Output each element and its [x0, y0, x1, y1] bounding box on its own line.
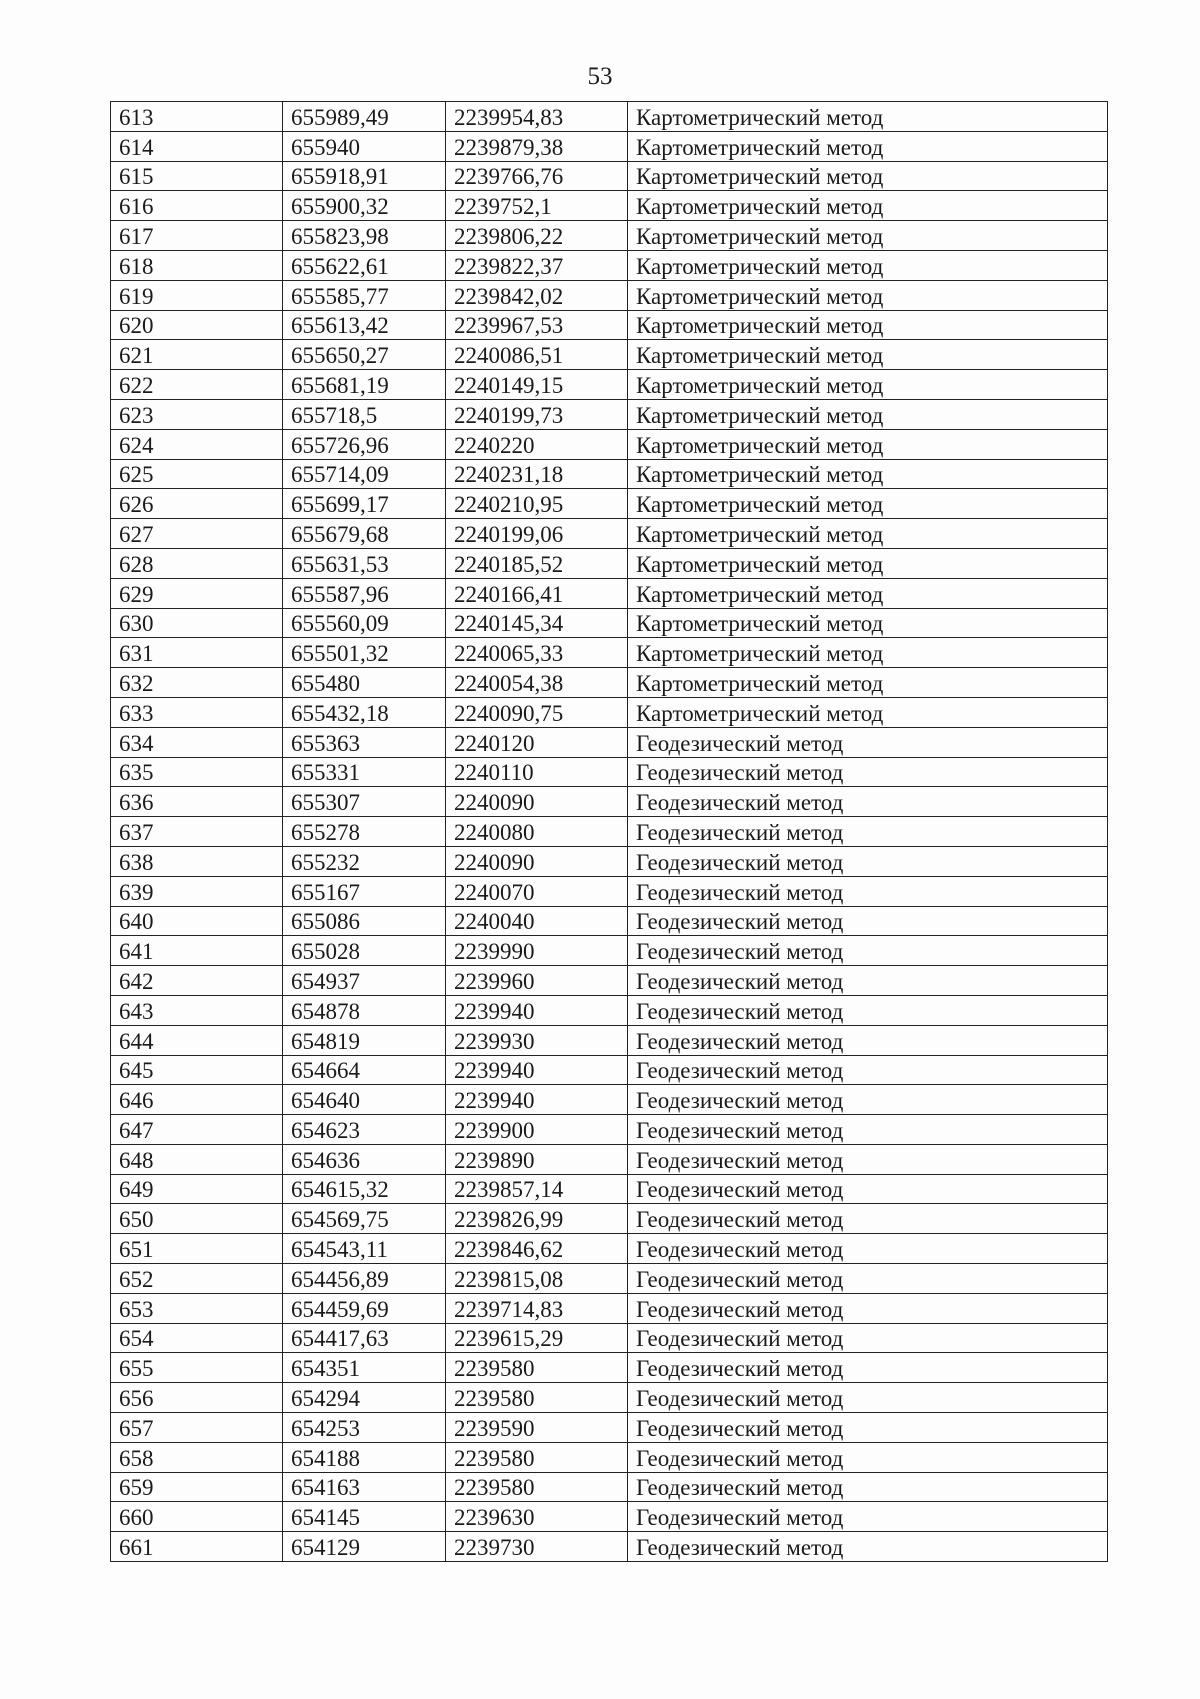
y-coordinate-cell: 2240090,75 [446, 697, 628, 727]
x-coordinate-cell: 655307 [283, 787, 446, 817]
method-cell: Геодезический метод [628, 995, 1108, 1025]
x-coordinate-cell: 655501,32 [283, 638, 446, 668]
x-coordinate-cell: 655028 [283, 936, 446, 966]
y-coordinate-cell: 2239990 [446, 936, 628, 966]
table-row [111, 1204, 1108, 1234]
table-row [111, 668, 1108, 698]
x-coordinate-cell: 654253 [283, 1413, 446, 1443]
table-row [111, 697, 1108, 727]
x-coordinate-cell: 655585,77 [283, 280, 446, 310]
point-number-cell: 645 [111, 1055, 283, 1085]
point-number-cell: 641 [111, 936, 283, 966]
y-coordinate-cell: 2240166,41 [446, 578, 628, 608]
table-row [111, 1085, 1108, 1115]
point-number-cell: 620 [111, 310, 283, 340]
point-number-cell: 638 [111, 846, 283, 876]
y-coordinate-cell: 2239890 [446, 1144, 628, 1174]
table-row [111, 787, 1108, 817]
method-cell: Картометрический метод [628, 161, 1108, 191]
y-coordinate-cell: 2240231,18 [446, 459, 628, 489]
x-coordinate-cell: 655331 [283, 757, 446, 787]
y-coordinate-cell: 2239806,22 [446, 221, 628, 251]
method-cell: Картометрический метод [628, 668, 1108, 698]
y-coordinate-cell: 2239714,83 [446, 1293, 628, 1323]
y-coordinate-cell: 2239842,02 [446, 280, 628, 310]
y-coordinate-cell: 2239615,29 [446, 1323, 628, 1353]
table-row [111, 608, 1108, 638]
y-coordinate-cell: 2239857,14 [446, 1174, 628, 1204]
x-coordinate-cell: 655900,32 [283, 191, 446, 221]
point-number-cell: 623 [111, 399, 283, 429]
table-row [111, 846, 1108, 876]
point-number-cell: 657 [111, 1413, 283, 1443]
point-number-cell: 635 [111, 757, 283, 787]
x-coordinate-cell: 655086 [283, 906, 446, 936]
table-row [111, 578, 1108, 608]
coordinates-table-body [111, 102, 1108, 1562]
table-row [111, 995, 1108, 1025]
y-coordinate-cell: 2239580 [446, 1472, 628, 1502]
method-cell: Картометрический метод [628, 280, 1108, 310]
table-row [111, 1532, 1108, 1562]
x-coordinate-cell: 654640 [283, 1085, 446, 1115]
y-coordinate-cell: 2239822,37 [446, 250, 628, 280]
table-row [111, 1025, 1108, 1055]
method-cell: Геодезический метод [628, 1293, 1108, 1323]
table-row [111, 310, 1108, 340]
x-coordinate-cell: 655718,5 [283, 399, 446, 429]
method-cell: Картометрический метод [628, 459, 1108, 489]
y-coordinate-cell: 2240070 [446, 876, 628, 906]
y-coordinate-cell: 2239954,83 [446, 102, 628, 132]
point-number-cell: 614 [111, 131, 283, 161]
y-coordinate-cell: 2239940 [446, 1085, 628, 1115]
method-cell: Картометрический метод [628, 250, 1108, 280]
table-row [111, 429, 1108, 459]
y-coordinate-cell: 2239846,62 [446, 1234, 628, 1264]
table-row [111, 1353, 1108, 1383]
x-coordinate-cell: 655631,53 [283, 548, 446, 578]
table-row [111, 936, 1108, 966]
method-cell: Геодезический метод [628, 757, 1108, 787]
y-coordinate-cell: 2239580 [446, 1383, 628, 1413]
y-coordinate-cell: 2239900 [446, 1115, 628, 1145]
method-cell: Геодезический метод [628, 1323, 1108, 1353]
y-coordinate-cell: 2240210,95 [446, 489, 628, 519]
method-cell: Геодезический метод [628, 1144, 1108, 1174]
y-coordinate-cell: 2240040 [446, 906, 628, 936]
x-coordinate-cell: 655480 [283, 668, 446, 698]
y-coordinate-cell: 2239826,99 [446, 1204, 628, 1234]
y-coordinate-cell: 2240080 [446, 817, 628, 847]
table-row [111, 340, 1108, 370]
y-coordinate-cell: 2240149,15 [446, 370, 628, 400]
table-row [111, 102, 1108, 132]
point-number-cell: 632 [111, 668, 283, 698]
x-coordinate-cell: 655714,09 [283, 459, 446, 489]
point-number-cell: 625 [111, 459, 283, 489]
method-cell: Картометрический метод [628, 638, 1108, 668]
point-number-cell: 656 [111, 1383, 283, 1413]
x-coordinate-cell: 655622,61 [283, 250, 446, 280]
method-cell: Картометрический метод [628, 608, 1108, 638]
y-coordinate-cell: 2239630 [446, 1502, 628, 1532]
table-row [111, 519, 1108, 549]
point-number-cell: 619 [111, 280, 283, 310]
table-row [111, 221, 1108, 251]
table-row [111, 1293, 1108, 1323]
method-cell: Геодезический метод [628, 1442, 1108, 1472]
y-coordinate-cell: 2240185,52 [446, 548, 628, 578]
method-cell: Картометрический метод [628, 370, 1108, 400]
point-number-cell: 618 [111, 250, 283, 280]
table-row [111, 1234, 1108, 1264]
point-number-cell: 660 [111, 1502, 283, 1532]
coordinates-table [110, 101, 1108, 1562]
table-row [111, 1502, 1108, 1532]
y-coordinate-cell: 2240086,51 [446, 340, 628, 370]
method-cell: Картометрический метод [628, 519, 1108, 549]
method-cell: Геодезический метод [628, 1353, 1108, 1383]
point-number-cell: 658 [111, 1442, 283, 1472]
table-row [111, 1264, 1108, 1294]
table-row [111, 1323, 1108, 1353]
point-number-cell: 629 [111, 578, 283, 608]
table-row [111, 1413, 1108, 1443]
method-cell: Геодезический метод [628, 1204, 1108, 1234]
x-coordinate-cell: 655823,98 [283, 221, 446, 251]
table-row [111, 370, 1108, 400]
point-number-cell: 639 [111, 876, 283, 906]
point-number-cell: 650 [111, 1204, 283, 1234]
method-cell: Геодезический метод [628, 1472, 1108, 1502]
x-coordinate-cell: 654456,89 [283, 1264, 446, 1294]
method-cell: Геодезический метод [628, 1413, 1108, 1443]
point-number-cell: 653 [111, 1293, 283, 1323]
y-coordinate-cell: 2239940 [446, 1055, 628, 1085]
method-cell: Геодезический метод [628, 1234, 1108, 1264]
table-row [111, 757, 1108, 787]
method-cell: Геодезический метод [628, 1085, 1108, 1115]
y-coordinate-cell: 2239580 [446, 1353, 628, 1383]
table-row [111, 548, 1108, 578]
x-coordinate-cell: 654351 [283, 1353, 446, 1383]
method-cell: Геодезический метод [628, 1115, 1108, 1145]
method-cell: Картометрический метод [628, 221, 1108, 251]
table-row [111, 638, 1108, 668]
y-coordinate-cell: 2240145,34 [446, 608, 628, 638]
point-number-cell: 648 [111, 1144, 283, 1174]
table-row [111, 161, 1108, 191]
y-coordinate-cell: 2240090 [446, 787, 628, 817]
point-number-cell: 634 [111, 727, 283, 757]
point-number-cell: 621 [111, 340, 283, 370]
method-cell: Картометрический метод [628, 399, 1108, 429]
method-cell: Геодезический метод [628, 1264, 1108, 1294]
point-number-cell: 627 [111, 519, 283, 549]
table-row [111, 191, 1108, 221]
method-cell: Геодезический метод [628, 1502, 1108, 1532]
x-coordinate-cell: 654569,75 [283, 1204, 446, 1234]
point-number-cell: 655 [111, 1353, 283, 1383]
y-coordinate-cell: 2239967,53 [446, 310, 628, 340]
method-cell: Картометрический метод [628, 191, 1108, 221]
y-coordinate-cell: 2240220 [446, 429, 628, 459]
x-coordinate-cell: 655679,68 [283, 519, 446, 549]
y-coordinate-cell: 2239879,38 [446, 131, 628, 161]
table-row [111, 250, 1108, 280]
y-coordinate-cell: 2239752,1 [446, 191, 628, 221]
x-coordinate-cell: 655650,27 [283, 340, 446, 370]
method-cell: Геодезический метод [628, 876, 1108, 906]
table-row [111, 727, 1108, 757]
table-row [111, 817, 1108, 847]
x-coordinate-cell: 654636 [283, 1144, 446, 1174]
x-coordinate-cell: 655726,96 [283, 429, 446, 459]
y-coordinate-cell: 2240054,38 [446, 668, 628, 698]
table-row [111, 1442, 1108, 1472]
method-cell: Картометрический метод [628, 548, 1108, 578]
point-number-cell: 659 [111, 1472, 283, 1502]
x-coordinate-cell: 655167 [283, 876, 446, 906]
table-row [111, 1144, 1108, 1174]
table-row [111, 399, 1108, 429]
table-row [111, 906, 1108, 936]
x-coordinate-cell: 654664 [283, 1055, 446, 1085]
table-row [111, 1174, 1108, 1204]
table-row [111, 489, 1108, 519]
method-cell: Картометрический метод [628, 310, 1108, 340]
point-number-cell: 613 [111, 102, 283, 132]
method-cell: Картометрический метод [628, 102, 1108, 132]
y-coordinate-cell: 2240199,06 [446, 519, 628, 549]
point-number-cell: 626 [111, 489, 283, 519]
method-cell: Геодезический метод [628, 787, 1108, 817]
x-coordinate-cell: 654163 [283, 1472, 446, 1502]
method-cell: Картометрический метод [628, 697, 1108, 727]
point-number-cell: 628 [111, 548, 283, 578]
method-cell: Картометрический метод [628, 340, 1108, 370]
point-number-cell: 617 [111, 221, 283, 251]
point-number-cell: 631 [111, 638, 283, 668]
x-coordinate-cell: 655989,49 [283, 102, 446, 132]
method-cell: Геодезический метод [628, 1174, 1108, 1204]
y-coordinate-cell: 2239590 [446, 1413, 628, 1443]
method-cell: Геодезический метод [628, 1025, 1108, 1055]
point-number-cell: 649 [111, 1174, 283, 1204]
method-cell: Геодезический метод [628, 1055, 1108, 1085]
method-cell: Геодезический метод [628, 817, 1108, 847]
x-coordinate-cell: 655278 [283, 817, 446, 847]
method-cell: Геодезический метод [628, 727, 1108, 757]
y-coordinate-cell: 2240065,33 [446, 638, 628, 668]
method-cell: Картометрический метод [628, 131, 1108, 161]
method-cell: Геодезический метод [628, 1383, 1108, 1413]
point-number-cell: 622 [111, 370, 283, 400]
table-row [111, 131, 1108, 161]
x-coordinate-cell: 655940 [283, 131, 446, 161]
method-cell: Геодезический метод [628, 936, 1108, 966]
y-coordinate-cell: 2239580 [446, 1442, 628, 1472]
point-number-cell: 616 [111, 191, 283, 221]
point-number-cell: 651 [111, 1234, 283, 1264]
x-coordinate-cell: 654417,63 [283, 1323, 446, 1353]
x-coordinate-cell: 655587,96 [283, 578, 446, 608]
table-row [111, 1472, 1108, 1502]
y-coordinate-cell: 2239766,76 [446, 161, 628, 191]
x-coordinate-cell: 655699,17 [283, 489, 446, 519]
point-number-cell: 644 [111, 1025, 283, 1055]
point-number-cell: 654 [111, 1323, 283, 1353]
y-coordinate-cell: 2239940 [446, 995, 628, 1025]
point-number-cell: 615 [111, 161, 283, 191]
x-coordinate-cell: 654129 [283, 1532, 446, 1562]
point-number-cell: 642 [111, 966, 283, 996]
y-coordinate-cell: 2240199,73 [446, 399, 628, 429]
method-cell: Геодезический метод [628, 906, 1108, 936]
y-coordinate-cell: 2239930 [446, 1025, 628, 1055]
table-row [111, 280, 1108, 310]
x-coordinate-cell: 654615,32 [283, 1174, 446, 1204]
point-number-cell: 647 [111, 1115, 283, 1145]
y-coordinate-cell: 2240120 [446, 727, 628, 757]
x-coordinate-cell: 655681,19 [283, 370, 446, 400]
y-coordinate-cell: 2239815,08 [446, 1264, 628, 1294]
point-number-cell: 643 [111, 995, 283, 1025]
method-cell: Картометрический метод [628, 489, 1108, 519]
x-coordinate-cell: 655560,09 [283, 608, 446, 638]
x-coordinate-cell: 654819 [283, 1025, 446, 1055]
x-coordinate-cell: 654878 [283, 995, 446, 1025]
y-coordinate-cell: 2240110 [446, 757, 628, 787]
x-coordinate-cell: 654459,69 [283, 1293, 446, 1323]
x-coordinate-cell: 654937 [283, 966, 446, 996]
x-coordinate-cell: 654294 [283, 1383, 446, 1413]
point-number-cell: 624 [111, 429, 283, 459]
point-number-cell: 637 [111, 817, 283, 847]
method-cell: Картометрический метод [628, 429, 1108, 459]
point-number-cell: 652 [111, 1264, 283, 1294]
table-row [111, 459, 1108, 489]
method-cell: Картометрический метод [628, 578, 1108, 608]
method-cell: Геодезический метод [628, 1532, 1108, 1562]
point-number-cell: 636 [111, 787, 283, 817]
page-number: 53 [587, 63, 613, 90]
table-row [111, 966, 1108, 996]
x-coordinate-cell: 655918,91 [283, 161, 446, 191]
x-coordinate-cell: 655432,18 [283, 697, 446, 727]
point-number-cell: 640 [111, 906, 283, 936]
point-number-cell: 633 [111, 697, 283, 727]
x-coordinate-cell: 655232 [283, 846, 446, 876]
point-number-cell: 646 [111, 1085, 283, 1115]
method-cell: Геодезический метод [628, 966, 1108, 996]
y-coordinate-cell: 2240090 [446, 846, 628, 876]
x-coordinate-cell: 655613,42 [283, 310, 446, 340]
x-coordinate-cell: 654188 [283, 1442, 446, 1472]
x-coordinate-cell: 654543,11 [283, 1234, 446, 1264]
point-number-cell: 661 [111, 1532, 283, 1562]
point-number-cell: 630 [111, 608, 283, 638]
x-coordinate-cell: 655363 [283, 727, 446, 757]
table-row [111, 1055, 1108, 1085]
table-row [111, 1115, 1108, 1145]
table-row [111, 876, 1108, 906]
method-cell: Геодезический метод [628, 846, 1108, 876]
x-coordinate-cell: 654623 [283, 1115, 446, 1145]
y-coordinate-cell: 2239960 [446, 966, 628, 996]
table-row [111, 1383, 1108, 1413]
x-coordinate-cell: 654145 [283, 1502, 446, 1532]
y-coordinate-cell: 2239730 [446, 1532, 628, 1562]
